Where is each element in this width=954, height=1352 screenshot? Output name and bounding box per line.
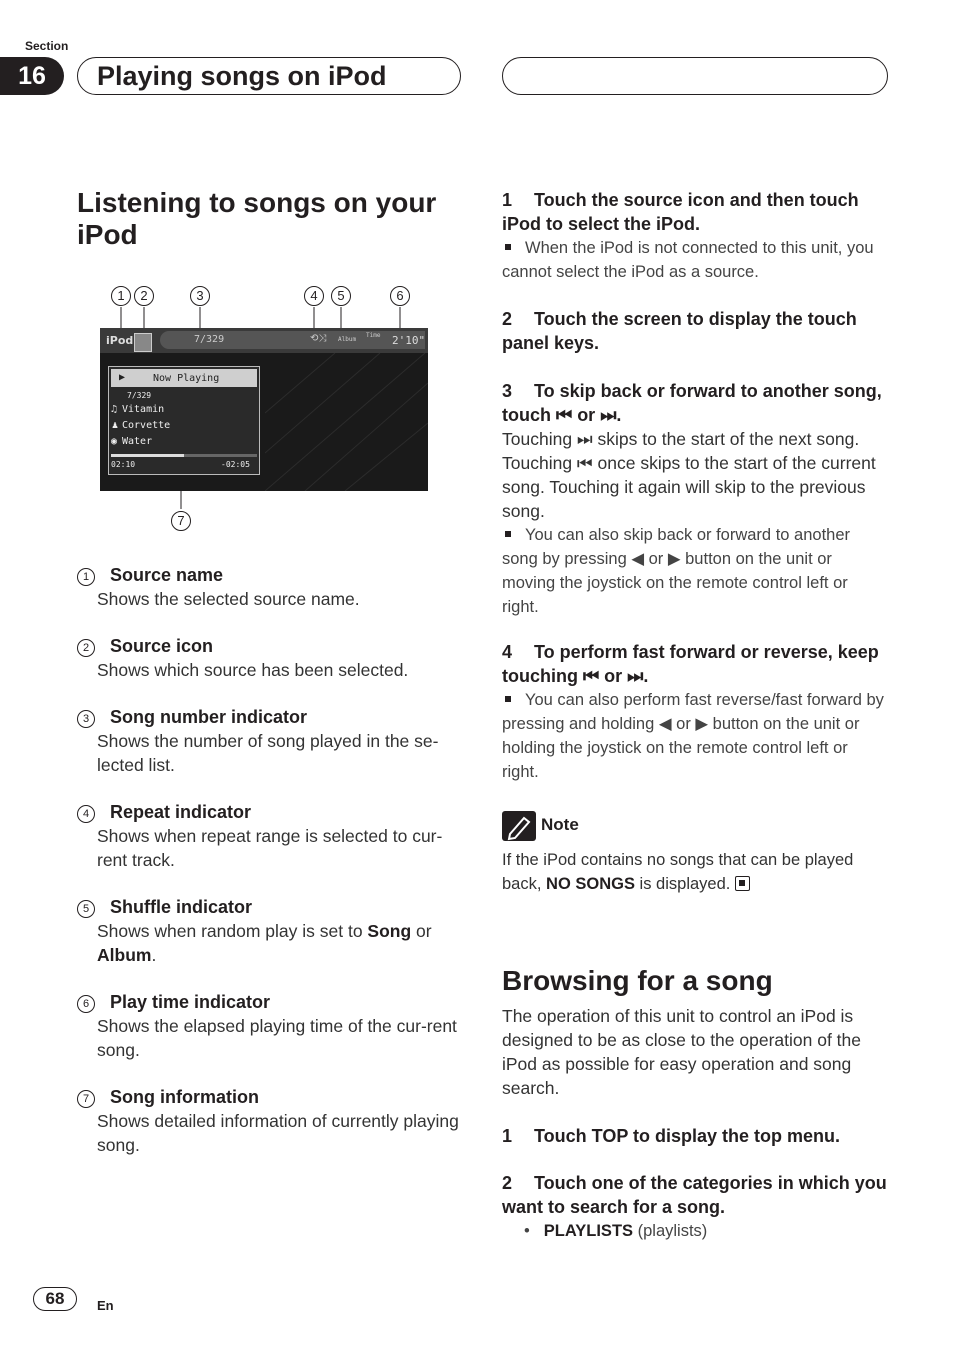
screen-track-count: 7/329 [194,334,225,345]
panel-artist: Corvette [122,420,171,431]
screen-shuffle-mode: Album [338,336,357,343]
browse-bullet-playlists: • PLAYLISTS (playlists) [524,1222,708,1240]
callout-source-name: 1 Source name Shows the selected source name. [77,563,467,611]
diagram-marker-7: 7 [171,511,191,531]
screen-play-time: 2'10" [392,334,426,347]
repeat-icon: ⟲⤨ [310,333,327,344]
language-label: En [97,1298,114,1313]
callout-play-time: 6 Play time indicator Shows the elapsed playing time of the cur-rent song. [77,990,467,1062]
progress-fill [111,454,184,457]
diagram-marker-1: 1 [111,286,131,306]
screen-status-bar [100,328,428,353]
callout-repeat: 4 Repeat indicator Shows when repeat range is selected to cur-rent track. [77,800,467,872]
song-note-icon: ♫ [111,404,118,415]
header-empty-box [502,57,888,95]
panel-album: Water [122,436,153,447]
browse-step-1: 1 Touch TOP to display the top menu. [502,1126,841,1146]
browsing-intro: The operation of this unit to control an iPod is designed to be as close to the operation of the iPod as possible for easy operation and song search. [502,1006,862,1098]
square-bullet-icon [505,531,511,537]
step-1: 1 Touch the source icon and then touch iPod to select the iPod. When the iPod is not connected to this unit, you cannot select the iPod as a source. [502,190,874,281]
browse-step-2: 2 Touch one of the categories in which you want to search for a song. [502,1173,887,1217]
callout-source-icon: 2 Source icon Shows which source has been selected. [77,634,467,682]
panel-song-count: 7/329 [127,391,152,400]
page-title: Playing songs on iPod [77,57,461,95]
note-text: If the iPod contains no songs that can be played back, NO SONGS is displayed. [502,851,854,893]
now-playing-label: Now Playing [153,373,220,384]
listening-heading: Listening to songs on your iPod [77,187,437,250]
artist-icon: ♟ [112,420,119,431]
diagram-marker-4: 4 [304,286,324,306]
note-label: Note [541,815,579,834]
song-info-panel [108,366,260,475]
callout-song-info: 7 Song information Shows detailed information of currently playing song. [77,1085,467,1157]
diagram-marker-2: 2 [134,286,154,306]
callout-song-number: 3 Song number indicator Shows the number of song played in the se-lected list. [77,705,467,777]
callout-shuffle: 5 Shuffle indicator Shows when random play is set to Song or Album. [77,895,467,967]
progress-track [111,454,257,457]
note-pencil-icon [502,811,536,841]
elapsed-time: 02:10 [111,460,136,469]
browsing-heading: Browsing for a song [502,965,773,996]
end-mark-icon [735,876,750,891]
step-2: 2 Touch the screen to display the touch panel keys. [502,309,857,353]
page-number: 68 [33,1287,77,1311]
screen-source-name: iPod [106,334,134,347]
square-bullet-icon [505,244,511,250]
panel-song-title: Vitamin [122,404,165,415]
section-label: Section [25,39,69,53]
screen-time-label: Time [366,332,381,339]
play-icon: ▶ [119,372,126,383]
square-bullet-icon [505,696,511,702]
diagram-marker-5: 5 [331,286,351,306]
step-3: 3 To skip back or forward to another song, touch ⏮ or ⏭. Touching ⏭ skips to the start of the next song. Touching ⏮ once skips to the start of the current song. Touching it again will skip to the previous song. You can also skip back or forward to another song by pressing ◀ or ▶ button on the unit or moving the joystick on the remote control left or right. [502,381,882,616]
diagram-marker-6: 6 [390,286,410,306]
screen-background-pattern [265,353,428,491]
step-4: 4 To perform fast forward or reverse, keep touching ⏮ or ⏭. You can also perform fast reverse/fast forward by pressing and holding ◀ or ▶ button on the unit or holding the joystick on the remote control left or right. [502,642,884,781]
album-icon: ◉ [111,436,118,447]
ipod-screen-illustration [100,328,428,491]
ipod-source-icon [134,333,152,352]
diagram-marker-3: 3 [190,286,210,306]
round-bullet-icon: • [524,1222,530,1240]
remaining-time: -02:05 [221,460,250,469]
section-number: 16 [0,57,64,95]
